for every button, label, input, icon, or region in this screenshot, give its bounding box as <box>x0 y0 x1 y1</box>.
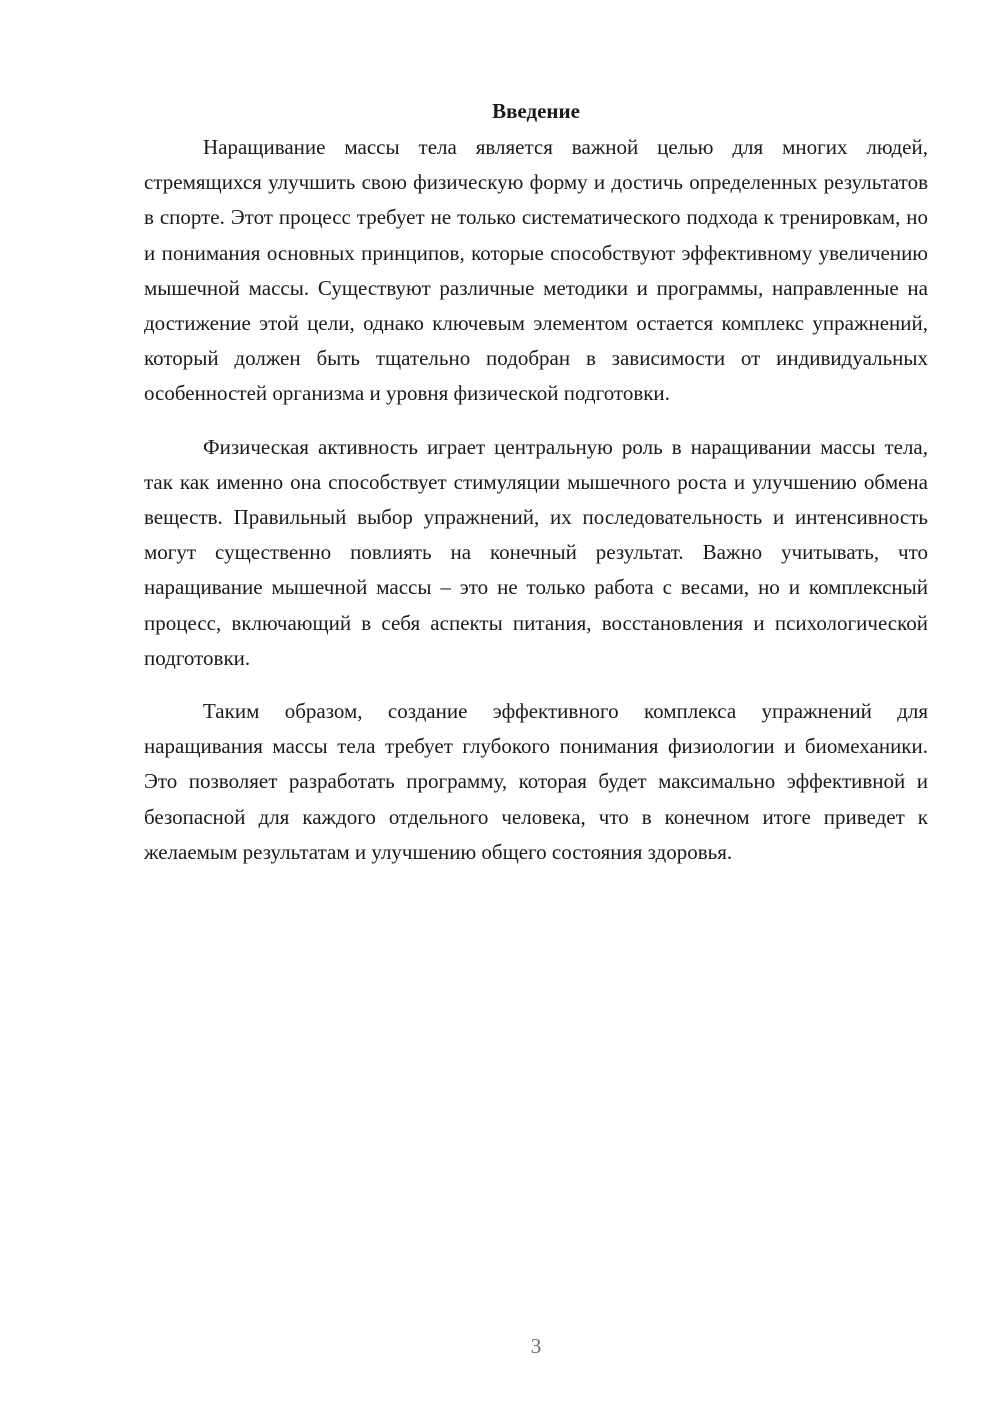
paragraph-1: Наращивание массы тела является важной целью для многих людей, стремящихся улучшить свою физическую форму и достичь определенных результатов в спорте. Этот процесс требует не только систематического подхода к тренировкам, но и понимания основных принципов, которые способствуют эффективному увеличению мышечной массы. Существуют различные методики и программы, направленные на достижение этой цели, однако ключевым элементом остается комплекс упражнений, который должен быть тщательно подобран в зависимости от индивидуальных особенностей организма и уровня физической подготовки. <box>144 135 928 406</box>
paragraph-2: Физическая активность играет центральную роль в наращивании массы тела, так как именно она способствует стимуляции мышечного роста и улучшению обмена веществ. Правильный выбор упражнений, их последовательность и интенсивность могут существенно повлиять на конечный результат. Важно учитывать, что наращивание мышечной массы – это не только работа с весами, но и комплексный процесс, включающий в себя аспекты питания, восстановления и психологической подготовки. <box>144 434 928 670</box>
section-title: Введение <box>492 99 580 123</box>
page-number: 3 <box>530 1334 542 1358</box>
paragraph-3: Таким образом, создание эффективного комплекса упражнений для наращивания массы тела требует глубокого понимания физиологии и биомеханики. Это позволяет разработать программу, которая будет максимально эффективной и безопасной для каждого отдельного человека, что в конечном итоге приведет к желаемым результатам и улучшению общего состояния здоровья. <box>144 699 928 864</box>
page-content <box>144 93 928 888</box>
